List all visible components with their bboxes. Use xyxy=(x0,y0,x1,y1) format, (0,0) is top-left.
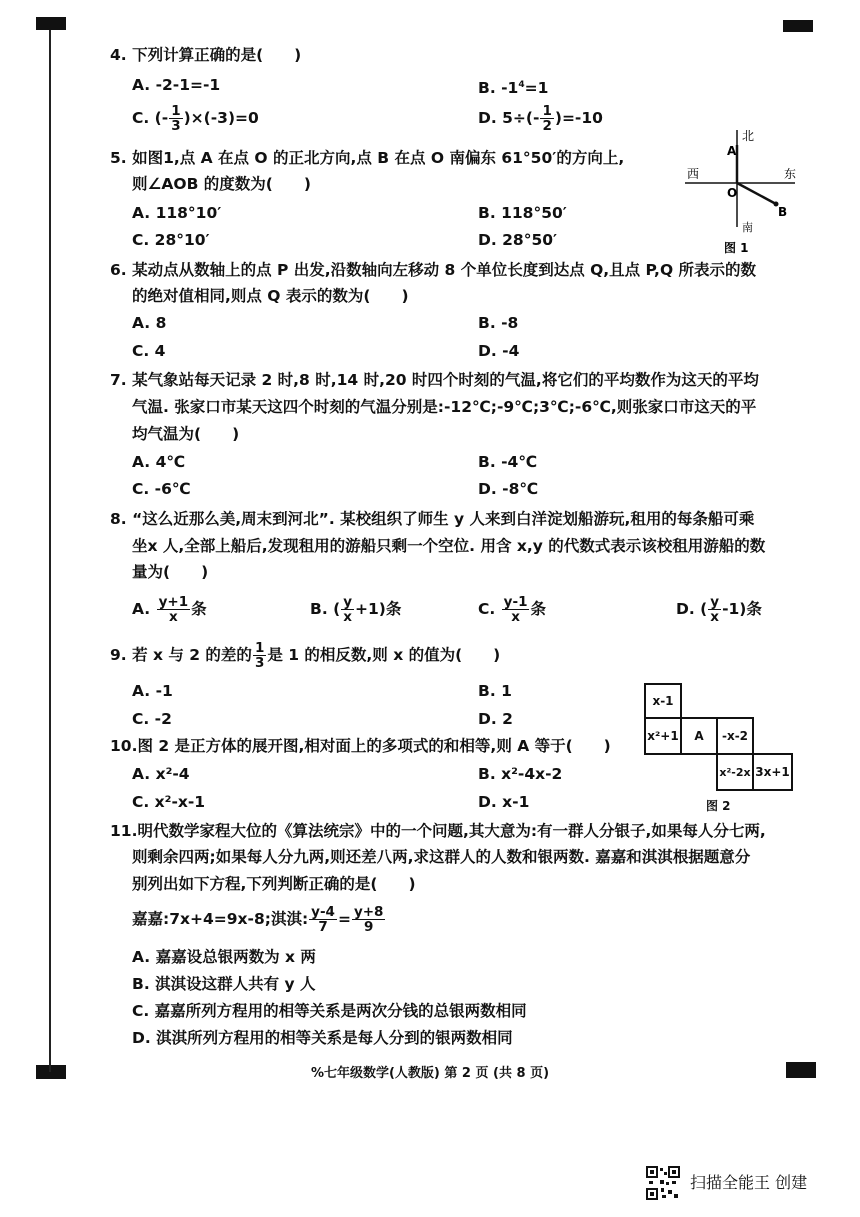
q8-option-a: A. $\frac{y+1}{x}$ 条 xyxy=(132,594,207,625)
page-footer: %七年级数学(人教版) 第 2 页 (共 8 页) xyxy=(310,1066,550,1081)
q10-option-d: D. x-1 xyxy=(478,793,530,811)
corner-mark-top-left xyxy=(36,17,66,30)
q10-option-b: B. x²-4x-2 xyxy=(478,765,563,783)
q8-stem-line3: 量为( ) xyxy=(132,563,209,581)
corner-mark-top-right xyxy=(783,20,813,32)
q10-option-a: A. x²-4 xyxy=(132,765,190,783)
q11-option-c: C. 嘉嘉所列方程用的相等关系是两次分钱的总银两数相同 xyxy=(132,1002,527,1020)
q11-stem-line2: 则剩余四两;如果每人分九两,则还差八两,求这群人的人数和银两数. 嘉嘉和淇淇根据题意分 xyxy=(132,848,751,866)
q7-option-a: A. 4℃ xyxy=(132,453,186,471)
q4-option-a: A. -2-1=-1 xyxy=(132,76,221,94)
south-label: 南 xyxy=(742,221,753,234)
figure-1-compass xyxy=(680,125,800,255)
q11-option-a: A. 嘉嘉设总银两数为 x 两 xyxy=(132,948,316,966)
q8-stem-line2: 坐x 人,全部上船后,发现租用的游船只剩一个空位. 用含 x,y 的代数式表示该校租用游船的数 xyxy=(132,537,766,555)
ray-ob xyxy=(737,183,776,204)
q4-option-b: B. $-1^4=1$ xyxy=(478,79,549,98)
point-o-label: O xyxy=(727,186,738,200)
net-face-neg-x-minus-2: -x-2 xyxy=(716,717,754,755)
q11-stem-line1: 11.明代数学家程大位的《算法统宗》中的一个问题,其大意为:有一群人分银子,如果每人分七两, xyxy=(110,822,766,840)
point-a-label: A xyxy=(727,144,737,158)
binding-line xyxy=(49,30,51,1072)
q5-stem-line2: 则∠AOB 的度数为( ) xyxy=(132,175,311,193)
q6-stem-line1: 6. 某动点从数轴上的点 P 出发,沿数轴向左移动 8 个单位长度到达点 Q,且点 P,Q 所表示的数 xyxy=(110,261,757,279)
west-label: 西 xyxy=(687,167,700,181)
q5-stem-line1: 5. 如图1,点 A 在点 O 的正北方向,点 B 在点 O 南偏东 61°50′的方向上, xyxy=(110,149,625,167)
q6-option-d: D. -4 xyxy=(478,342,520,360)
q5-option-d: D. 28°50′ xyxy=(478,231,558,249)
q11-equations: 嘉嘉:7x+4=9x-8;淇淇: $\frac{y-4}{7}$ = $\frac{y+8}{9}$ xyxy=(132,904,384,935)
q8-option-b: B. ( $\frac{y}{x}$ +1)条 xyxy=(310,594,402,625)
q8-option-d: D. ( $\frac{y}{x}$ -1)条 xyxy=(676,594,762,625)
net-face-x2-plus-1: x²+1 xyxy=(644,717,682,755)
q9-option-d: D. 2 xyxy=(478,710,513,728)
net-face-a: A xyxy=(680,717,718,755)
q4-option-c: C. (- $\frac{1}{3}$ )×(-3)=0 xyxy=(132,103,259,134)
q5-option-c: C. 28°10′ xyxy=(132,231,210,249)
q6-option-c: C. 4 xyxy=(132,342,166,360)
q7-option-d: D. -8℃ xyxy=(478,480,539,498)
q8-option-c: C. $\frac{y-1}{x}$ 条 xyxy=(478,594,546,625)
q4-option-d: D. 5÷(- $\frac{1}{2}$ )=-10 xyxy=(478,103,603,134)
q7-stem-line3: 均气温为( ) xyxy=(132,425,240,443)
q5-option-a: A. 118°10′ xyxy=(132,204,222,222)
q10-stem: 10.图 2 是正方体的展开图,相对面上的多项式的和相等,则 A 等于( ) xyxy=(110,737,611,755)
q7-stem-line2: 气温. 张家口市某天这四个时刻的气温分别是:-12℃;-9℃;3℃;-6℃,则张家口市这天的平 xyxy=(132,398,757,416)
east-label: 东 xyxy=(784,167,797,181)
figure-1-caption: 图 1 xyxy=(724,241,749,255)
net-face-x2-minus-2x: x²-2x xyxy=(716,753,754,791)
q10-option-c: C. x²-x-1 xyxy=(132,793,206,811)
q9-option-b: B. 1 xyxy=(478,682,512,700)
q7-option-b: B. -4℃ xyxy=(478,453,538,471)
q5-option-b: B. 118°50′ xyxy=(478,204,567,222)
q7-stem-line1: 7. 某气象站每天记录 2 时,8 时,14 时,20 时四个时刻的气温,将它们的平均数作为这天的平均 xyxy=(110,371,759,389)
q7-option-c: C. -6℃ xyxy=(132,480,191,498)
net-face-x-minus-1: x-1 xyxy=(644,683,682,719)
q9-option-c: C. -2 xyxy=(132,710,172,728)
q6-stem-line2: 的绝对值相同,则点 Q 表示的数为( ) xyxy=(132,287,409,305)
q6-option-b: B. -8 xyxy=(478,314,519,332)
scanner-watermark: 扫描全能王 创建 xyxy=(690,1173,808,1192)
qr-code-icon xyxy=(646,1166,680,1200)
north-label: 北 xyxy=(742,129,755,143)
q9-stem: 9. 若 x 与 2 的差的 $\frac{1}{3}$ 是 1 的相反数,则 x 的值为( ) xyxy=(110,640,501,671)
q11-option-d: D. 淇淇所列方程用的相等关系是每人分到的银两数相同 xyxy=(132,1029,513,1047)
point-b-label: B xyxy=(778,205,788,219)
q4-stem: 4. 下列计算正确的是( ) xyxy=(110,46,302,64)
q11-option-b: B. 淇淇设这群人共有 y 人 xyxy=(132,975,316,993)
q11-stem-line3: 别列出如下方程,下列判断正确的是( ) xyxy=(132,875,416,893)
net-face-3x-plus-1: 3x+1 xyxy=(752,753,793,791)
q9-option-a: A. -1 xyxy=(132,682,173,700)
figure-2-caption: 图 2 xyxy=(706,799,731,813)
q8-stem-line1: 8. “这么近那么美,周末到河北”. 某校组织了师生 y 人来到白洋淀划船游玩,租用的每条船可乘 xyxy=(110,510,755,528)
q6-option-a: A. 8 xyxy=(132,314,167,332)
